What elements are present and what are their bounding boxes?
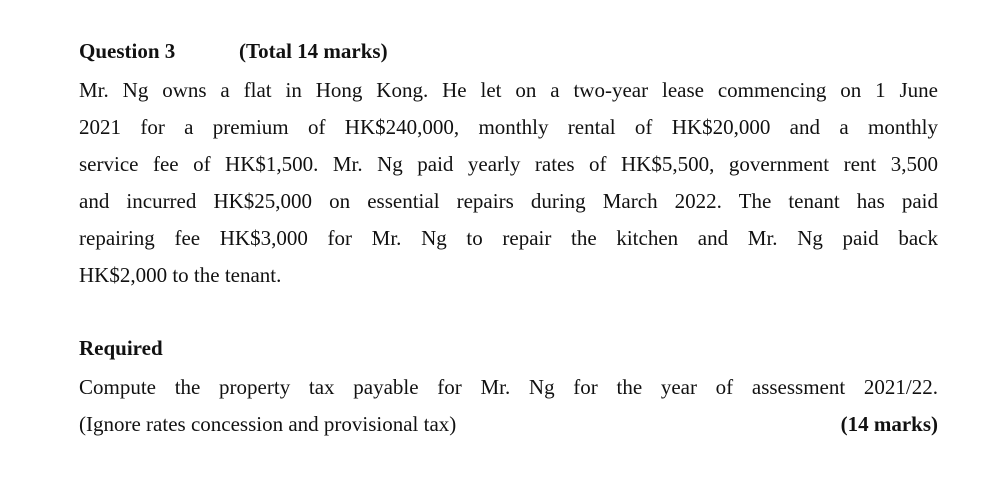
question-total-marks: (Total 14 marks) <box>239 39 388 63</box>
required-note: (Ignore rates concession and provisional tax) <box>79 412 457 436</box>
required-body <box>79 369 938 443</box>
required-heading: Required <box>79 336 163 360</box>
question-body <box>79 72 938 294</box>
question-number: Question 3 <box>79 39 176 63</box>
question-line: repairing fee HK$3,000 for Mr. Ng to repair the kitchen and Mr. Ng paid back <box>79 226 938 250</box>
required-instruction: Compute the property tax payable for Mr. Ng for the year of assessment 2021/22. <box>79 375 938 399</box>
question-line: and incurred HK$25,000 on essential repairs during March 2022. The tenant has paid <box>79 189 938 213</box>
question-heading <box>79 39 388 64</box>
question-line: 2021 for a premium of HK$240,000, monthly rental of HK$20,000 and a monthly <box>79 115 938 139</box>
question-line: service fee of HK$1,500. Mr. Ng paid yearly rates of HK$5,500, government rent 3,500 <box>79 152 938 176</box>
question-line: Mr. Ng owns a flat in Hong Kong. He let on a two-year lease commencing on 1 June <box>79 78 938 102</box>
required-note-row <box>79 406 938 443</box>
question-line: HK$2,000 to the tenant. <box>79 263 282 287</box>
required-marks: (14 marks) <box>840 412 938 436</box>
